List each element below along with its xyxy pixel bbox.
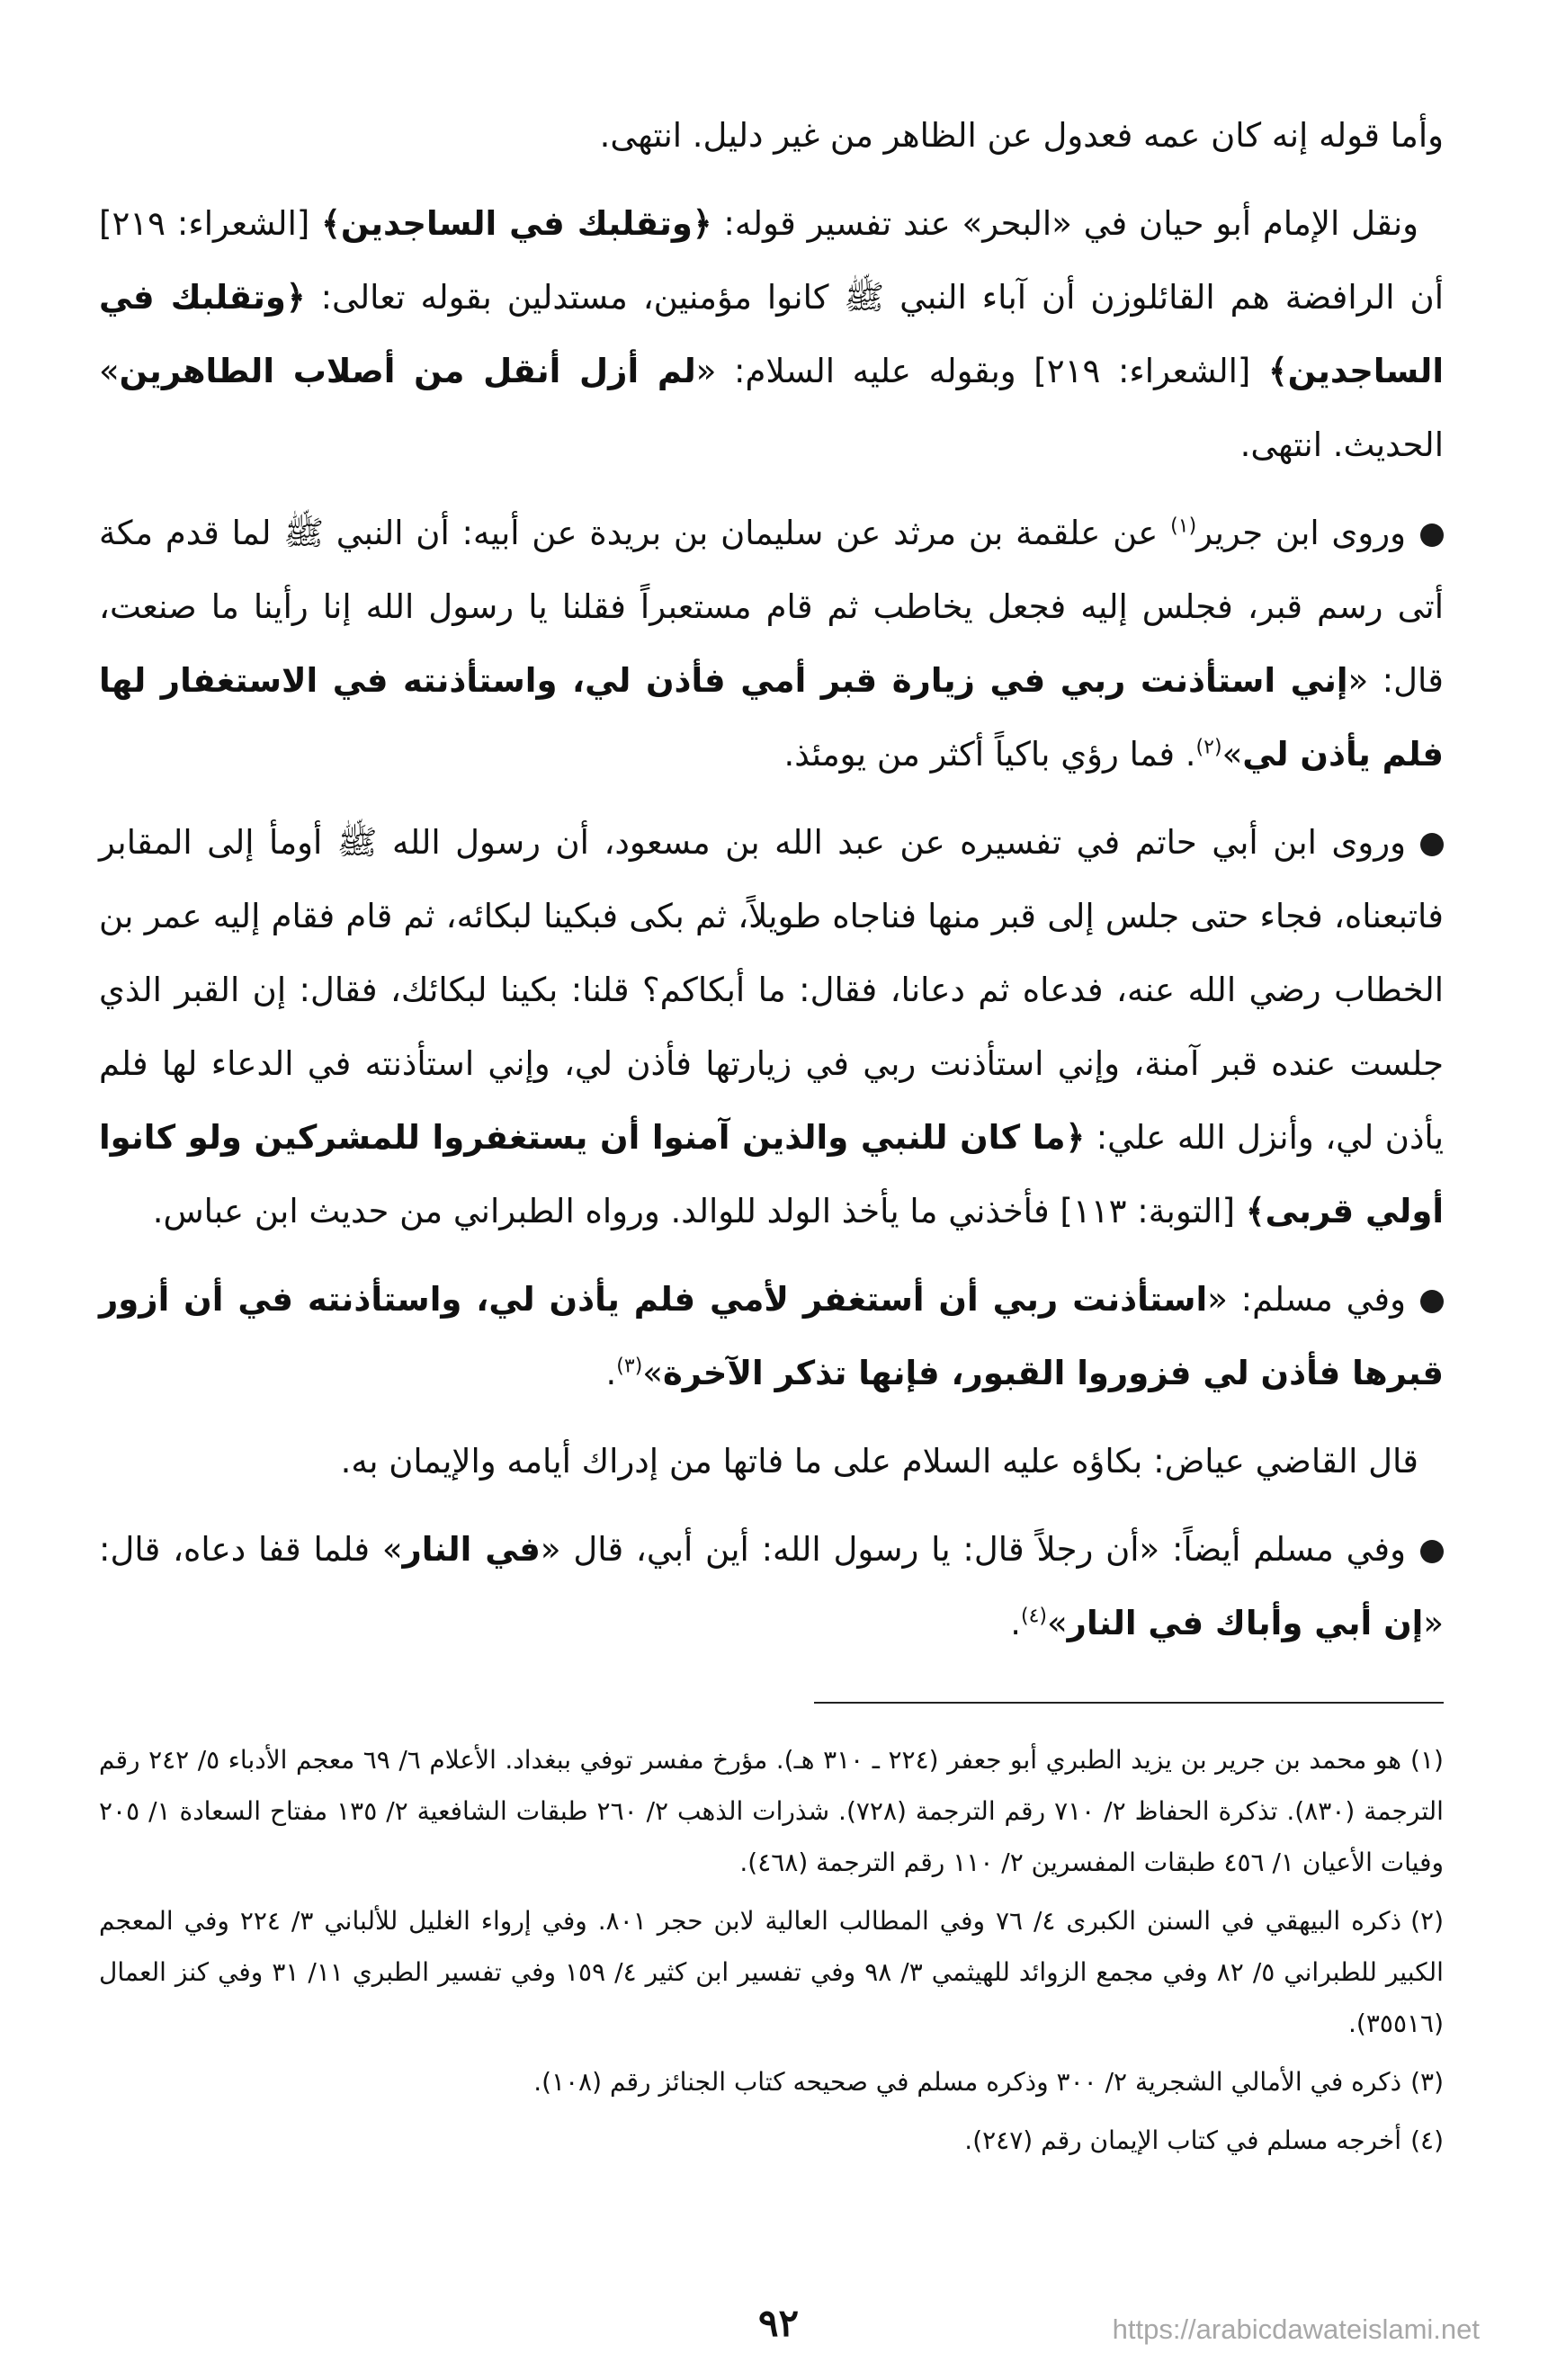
text-run: » — [1047, 1604, 1068, 1642]
text-run: » — [1221, 735, 1243, 774]
bullet-icon — [1420, 523, 1444, 547]
footnote-ref: (١) — [1170, 514, 1197, 538]
footnote — [99, 2056, 1444, 2107]
footnote — [99, 1895, 1444, 2049]
text-run: » فلما قفا دعاه، قال: « — [99, 1530, 1444, 1642]
watermark-url: https://arabicdawateislami.net — [1112, 2313, 1480, 2345]
text-run: . — [605, 1354, 617, 1392]
text-run: وروى ابن أبي حاتم في تفسيره عن عبد الله بن مسعود، أن رسول الله ﷺ أومأ إلى المقابر فاتبعناه، فجاء حتى جلس إلى قبر منها فناجاه طويلاً، ثم بكى فبكينا لبكائه، ثم قام فقام إليه عمر بن الخطاب رضي الله عنه، فدعاه ثم دعانا، فقال: ما أبكاكم؟ قلنا: بكينا لبكائك، فقال: إن القبر الذي جلست عنده قبر آمنة، وإني استأذنت ربي في زيارتها فأذن لي، وإني استأذنته في الدعاء لها فلم يأذن لي، وأنزل الله علي: — [99, 823, 1444, 1157]
text-run: . فما رؤي باكياً أكثر من يومئذ. — [783, 735, 1196, 774]
footnote-ref: (٣) — [616, 1355, 643, 1378]
text-run: [الشعراء: ٢١٩] أن الرافضة هم القائلوزن أن آباء النبي ﷺ كانوا مؤمنين، مستدلين بقوله تعالى: — [99, 204, 1444, 317]
page-footer — [0, 2301, 1557, 2355]
text-run: قال القاضي عياض: بكاؤه عليه السلام على ما فاتها من إدراك أيامه والإيمان به. — [340, 1442, 1418, 1481]
footnote-ref: (٢) — [1195, 736, 1222, 759]
text-paragraph — [99, 187, 1444, 482]
footnote-text: ذكره في الأمالي الشجرية ٢/ ٣٠٠ وذكره مسلم في صحيحه كتاب الجنائز رقم (١٠٨). — [533, 2067, 1402, 2097]
bullet-icon — [1420, 1540, 1444, 1563]
quoted-text: ﴿وتقلبك في الساجدين﴾ — [99, 278, 1444, 390]
footnote — [99, 2115, 1444, 2166]
text-run: وأما قوله إنه كان عمه فعدول عن الظاهر من غير دليل. انتهى. — [599, 116, 1444, 155]
footnote-text: أخرجه مسلم في كتاب الإيمان رقم (٢٤٧). — [964, 2125, 1402, 2155]
quoted-text: استأذنت ربي أن أستغفر لأمي فلم يأذن لي، واستأذنته في أن أزور قبرها فأذن لي فزوروا القبور، فإنها تذكر الآخرة — [99, 1280, 1444, 1392]
hadith-paragraph — [99, 497, 1444, 792]
text-run: . — [1010, 1604, 1021, 1642]
text-run: [الشعراء: ٢١٩] وبقوله عليه السلام: « — [695, 352, 1268, 390]
text-run: [التوبة: ١١٣] فأخذني ما يأخذ الولد للوالد. ورواه الطبراني من حديث ابن عباس. — [152, 1192, 1246, 1230]
quoted-text: ﴿وتقلبك في الساجدين﴾ — [321, 204, 712, 243]
quoted-text: ﴿ما كان للنبي والذين آمنوا أن يستغفروا للمشركين ولو كانوا أولي قربى﴾ — [99, 1118, 1444, 1230]
footnote-text: هو محمد بن جرير بن يزيد الطبري أبو جعفر (٢٢٤ ـ ٣١٠ هـ). مؤرخ مفسر توفي ببغداد. الأعلام ٦/ ٦٩ معجم الأدباء ٥/ ٢٤٢ رقم الترجمة (٨٣٠). تذكرة الحفاظ ٢/ ٧١٠ رقم الترجمة (٧٢٨). شذرات الذهب ٢/ ٢٦٠ طبقات الشافعية ٢/ ١٣٥ مفتاح السعادة ١/ ٢٠٥ وفيات الأعيان ١/ ٤٥٦ طبقات المفسرين ٢/ ١١٠ رقم الترجمة (٤٦٨). — [99, 1745, 1444, 1877]
quoted-text: إني استأذنت ربي في زيارة قبر أمي فأذن لي، واستأذنته في الاستغفار لها فلم يأذن لي — [99, 661, 1444, 774]
quoted-text: في النار — [402, 1530, 541, 1569]
bullet-icon — [1420, 1290, 1444, 1313]
text-run: وفي مسلم أيضاً: «أن رجلاً قال: يا رسول الله: أين أبي، قال « — [540, 1530, 1406, 1569]
text-run: عن علقمة بن مرثد عن سليمان بن بريدة عن أبيه: أن النبي ﷺ لما قدم مكة أتى رسم قبر، فجلس إليه فجعل يخاطب ثم قام مستعبراً فقلنا يا رسول الله إنا رأينا ما صنعت، قال: « — [99, 514, 1444, 700]
text-run: » الحديث. انتهى. — [99, 352, 1444, 464]
footnote-number: (٢) — [1410, 1906, 1444, 1936]
page-number: ٩٢ — [757, 2301, 800, 2345]
footnote-separator — [814, 1702, 1444, 1704]
text-run: وروى ابن جرير — [1196, 514, 1406, 552]
footnote — [99, 1734, 1444, 1888]
footnote-number: (٤) — [1410, 2125, 1444, 2155]
text-paragraph — [99, 1425, 1444, 1499]
text-run: ونقل الإمام أبو حيان في «البحر» عند تفسير قوله: — [711, 204, 1418, 243]
footnotes — [99, 1734, 1444, 2166]
main-text — [99, 99, 1444, 1660]
quoted-text: إن أبي وأباك في النار — [1067, 1604, 1424, 1642]
quoted-text: لم أزل أنقل من أصلاب الطاهرين — [119, 352, 696, 390]
hadith-paragraph — [99, 1263, 1444, 1410]
bullet-icon — [1420, 833, 1444, 856]
footnote-number: (١) — [1410, 1745, 1444, 1775]
text-run: وفي مسلم: « — [1207, 1280, 1406, 1319]
text-run: » — [642, 1354, 663, 1392]
footnote-ref: (٤) — [1020, 1605, 1047, 1628]
book-page — [99, 99, 1444, 2173]
footnote-text: ذكره البيهقي في السنن الكبرى ٤/ ٧٦ وفي المطالب العالية لابن حجر ٨٠١. وفي إرواء الغليل للألباني ٣/ ٢٢٤ وفي المعجم الكبير للطبراني ٥/ ٨٢ وفي مجمع الزوائد للهيثمي ٣/ ٩٨ وفي تفسير ابن كثير ٤/ ١٥٩ وفي تفسير الطبري ١١/ ٣١ وفي كنز العمال (٣٥٥١٦). — [99, 1906, 1444, 2038]
hadith-paragraph — [99, 1513, 1444, 1660]
text-paragraph — [99, 99, 1444, 173]
hadith-paragraph — [99, 806, 1444, 1248]
footnote-number: (٣) — [1410, 2067, 1444, 2097]
